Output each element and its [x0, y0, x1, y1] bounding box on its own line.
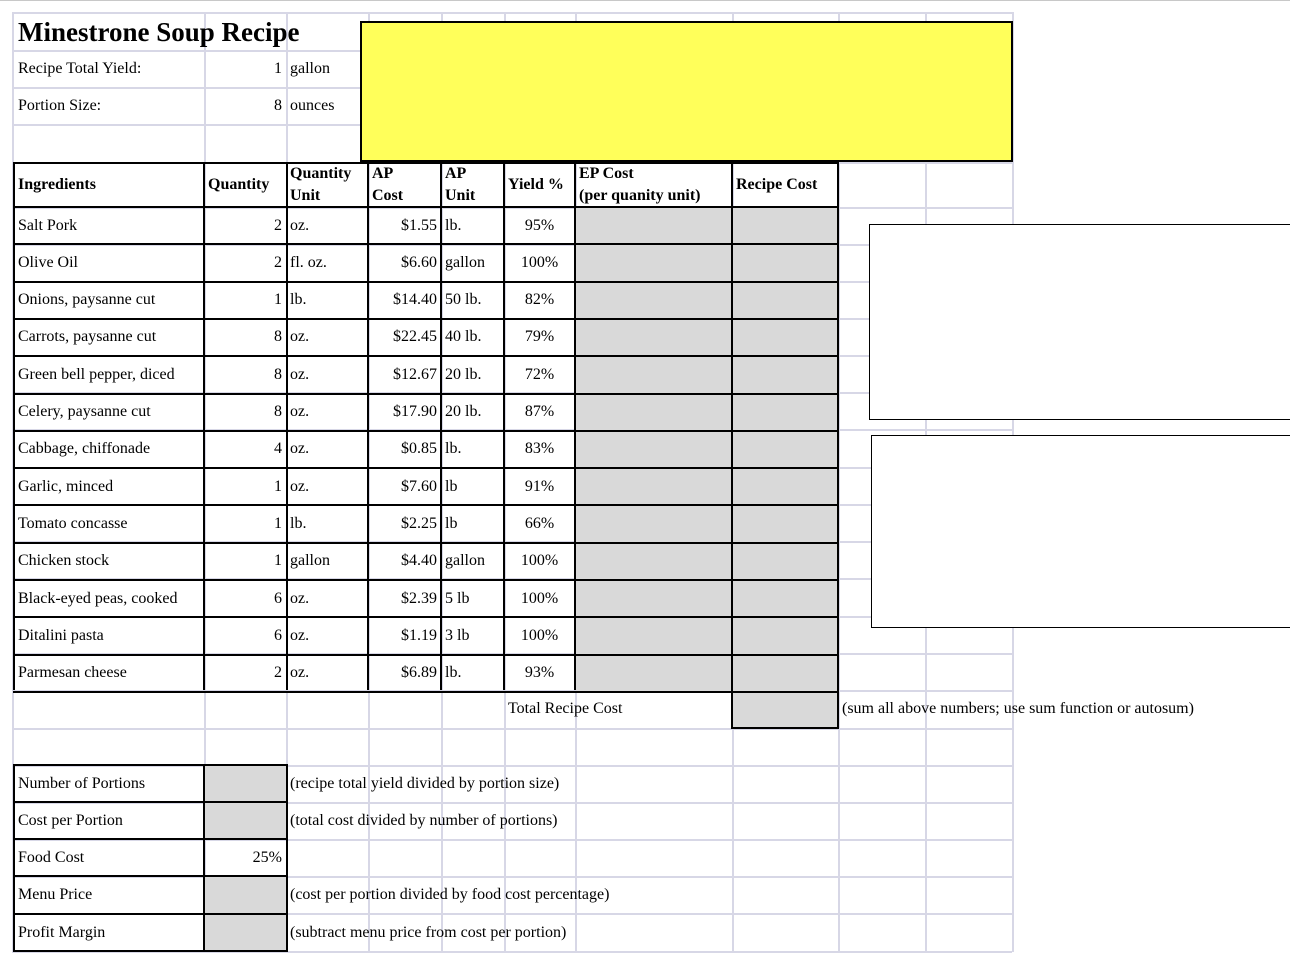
ep-cost-cell[interactable]	[576, 395, 731, 431]
border-line	[731, 163, 733, 728]
ep-cost-cell[interactable]	[576, 618, 731, 654]
ingredient-name[interactable]: Green bell pepper, diced	[18, 365, 175, 383]
ingredient-ap-unit[interactable]: lb	[445, 477, 458, 495]
ingredient-quantity-unit[interactable]: oz.	[290, 216, 310, 234]
ingredient-yield-percent[interactable]: 100%	[520, 552, 559, 570]
header-quantity-unit	[286, 163, 355, 207]
header-ep-cost	[575, 163, 705, 207]
ingredient-yield-percent[interactable]: 79%	[524, 328, 555, 346]
summary-value[interactable]: 25%	[252, 848, 282, 866]
ingredient-quantity-unit[interactable]: gallon	[290, 552, 330, 570]
ingredient-ap-unit[interactable]: 3 lb	[445, 626, 470, 644]
ingredient-yield-percent[interactable]: 83%	[524, 440, 555, 458]
ingredient-yield-percent[interactable]: 95%	[524, 216, 555, 234]
window-top-border	[0, 0, 1290, 1]
ep-cost-cell[interactable]	[576, 208, 731, 244]
header-ap-unit-line2: Unit	[445, 187, 476, 204]
ingredient-quantity-unit[interactable]: oz.	[290, 626, 310, 644]
ingredient-ap-cost[interactable]: $1.19	[401, 626, 437, 644]
header-quantity-unit-line2: Unit	[290, 187, 321, 204]
ingredient-ap-cost[interactable]: $7.60	[401, 477, 437, 495]
ingredient-ap-unit[interactable]: lb	[445, 514, 458, 532]
recipe-cost-cell[interactable]	[732, 432, 838, 468]
summary-note: (total cost divided by number of portions)	[290, 811, 558, 829]
ingredient-ap-unit[interactable]: 20 lb.	[445, 365, 482, 383]
summary-note: (subtract menu price from cost per portion)	[290, 923, 567, 941]
ingredient-quantity[interactable]: 1	[274, 291, 282, 309]
border-line	[13, 838, 288, 840]
ingredient-ap-unit[interactable]: 5 lb	[445, 589, 470, 607]
border-line	[286, 765, 288, 952]
header-ingredients: Ingredients	[18, 176, 96, 194]
ingredient-ap-cost[interactable]: $6.89	[401, 664, 437, 682]
ingredient-yield-percent[interactable]: 82%	[524, 291, 555, 309]
ingredient-ap-unit[interactable]: lb.	[445, 664, 462, 682]
summary-value-cell[interactable]	[205, 803, 286, 839]
ingredient-ap-cost[interactable]: $2.39	[401, 589, 437, 607]
ingredient-name[interactable]: Black-eyed peas, cooked	[18, 589, 178, 607]
border-line	[13, 913, 288, 915]
ep-cost-cell[interactable]	[576, 245, 731, 281]
border-line	[13, 542, 839, 544]
ingredient-quantity-unit[interactable]: lb.	[290, 514, 307, 532]
ingredient-ap-cost[interactable]: $22.45	[393, 328, 437, 346]
ingredient-ap-cost[interactable]: $6.60	[401, 253, 437, 271]
recipe-cost-cell[interactable]	[732, 245, 838, 281]
ingredient-name[interactable]: Carrots, paysanne cut	[18, 328, 157, 346]
ingredient-ap-cost[interactable]: $1.55	[401, 216, 437, 234]
total-recipe-cost-label: Total Recipe Cost	[508, 699, 623, 717]
recipe-cost-cell[interactable]	[732, 469, 838, 505]
ingredient-name[interactable]: Garlic, minced	[18, 477, 114, 495]
ingredient-quantity-unit[interactable]: oz.	[290, 664, 310, 682]
ingredient-yield-percent[interactable]: 100%	[520, 626, 559, 644]
yield-quantity[interactable]: 1	[274, 60, 282, 77]
ingredient-quantity-unit[interactable]: oz.	[290, 328, 310, 346]
border-line	[13, 764, 288, 766]
border-line	[13, 162, 839, 164]
ingredient-quantity-unit[interactable]: oz.	[290, 403, 310, 420]
ingredient-quantity[interactable]: 8	[274, 328, 282, 346]
ingredient-yield-percent[interactable]: 100%	[520, 589, 559, 607]
ingredient-ap-cost[interactable]: $4.40	[401, 552, 437, 570]
ingredient-quantity[interactable]: 1	[274, 552, 282, 570]
header-recipe-cost: Recipe Cost	[736, 176, 818, 194]
header-ap-cost-line1: AP	[372, 165, 394, 183]
recipe-cost-cell[interactable]	[732, 320, 838, 356]
highlight-box[interactable]	[360, 21, 1013, 162]
recipe-cost-cell[interactable]	[732, 357, 838, 393]
ep-cost-cell[interactable]	[576, 432, 731, 468]
ingredient-quantity-unit[interactable]: oz.	[290, 440, 310, 458]
summary-value-cell[interactable]	[205, 877, 286, 913]
text-box-2[interactable]	[871, 435, 1290, 628]
recipe-cost-cell[interactable]	[732, 581, 838, 617]
grid-row-line	[12, 728, 1012, 730]
summary-label: Number of Portions	[18, 774, 146, 792]
portion-label: Portion Size:	[18, 97, 102, 114]
ingredient-name[interactable]: Parmesan cheese	[18, 664, 127, 682]
border-line	[13, 355, 839, 357]
yield-label: Recipe Total Yield:	[18, 60, 142, 77]
ingredient-yield-percent[interactable]: 93%	[524, 664, 555, 682]
ingredient-quantity-unit[interactable]: oz.	[290, 589, 310, 607]
header-ap-cost-line2: Cost	[372, 187, 404, 204]
border-line	[13, 616, 839, 618]
ingredient-quantity[interactable]: 1	[274, 514, 282, 532]
ingredient-quantity-unit[interactable]: oz.	[290, 477, 310, 495]
header-ep-cost-line2: (per quanity unit)	[579, 187, 701, 204]
border-line	[837, 163, 839, 728]
ingredient-yield-percent[interactable]: 87%	[524, 403, 555, 420]
ingredient-ap-cost[interactable]: $14.40	[393, 291, 437, 309]
summary-label: Profit Margin	[18, 923, 106, 941]
total-recipe-cost-note: (sum all above numbers; use sum function or autosum)	[842, 699, 1194, 717]
ingredient-name[interactable]: Cabbage, chiffonade	[18, 440, 151, 458]
border-line	[13, 691, 839, 693]
ingredient-quantity[interactable]: 2	[274, 664, 282, 682]
ingredient-yield-percent[interactable]: 66%	[524, 514, 555, 532]
yield-unit[interactable]: gallon	[290, 60, 330, 77]
ingredient-name[interactable]: Celery, paysanne cut	[18, 403, 151, 420]
ingredient-yield-percent[interactable]: 100%	[520, 253, 559, 271]
ingredient-ap-cost[interactable]: $0.85	[401, 440, 437, 458]
border-line	[13, 579, 839, 581]
ingredient-quantity[interactable]: 6	[274, 626, 282, 644]
ingredient-quantity[interactable]: 2	[274, 216, 282, 234]
ingredient-quantity[interactable]: 8	[274, 403, 282, 420]
ingredient-name[interactable]: Olive Oil	[18, 253, 78, 271]
border-line	[13, 206, 839, 208]
sheet-title: Minestrone Soup Recipe	[18, 16, 300, 47]
recipe-cost-cell[interactable]	[732, 618, 838, 654]
portion-unit[interactable]: ounces	[290, 97, 335, 114]
ingredient-quantity[interactable]: 2	[274, 253, 282, 271]
border-line	[13, 467, 839, 469]
ingredient-quantity[interactable]: 1	[274, 477, 282, 495]
ep-cost-cell[interactable]	[576, 506, 731, 542]
border-line	[13, 875, 288, 877]
summary-note: (cost per portion divided by food cost percentage)	[290, 885, 610, 903]
ingredient-quantity[interactable]: 6	[274, 589, 282, 607]
summary-label: Cost per Portion	[18, 811, 123, 829]
header-quantity-unit-line1: Quantity	[290, 165, 352, 183]
ingredient-ap-unit[interactable]: gallon	[445, 552, 485, 570]
recipe-cost-cell[interactable]	[732, 656, 838, 692]
ep-cost-cell[interactable]	[576, 544, 731, 580]
header-ap-unit-line1: AP	[445, 165, 467, 183]
recipe-cost-cell[interactable]	[732, 544, 838, 580]
ingredient-name[interactable]: Salt Pork	[18, 216, 78, 234]
ingredient-ap-unit[interactable]: 20 lb.	[445, 403, 482, 420]
ingredient-name[interactable]: Onions, paysanne cut	[18, 291, 156, 309]
recipe-cost-cell[interactable]	[732, 208, 838, 244]
border-line	[13, 504, 839, 506]
summary-value-cell[interactable]	[205, 915, 286, 951]
border-line	[13, 430, 839, 432]
ep-cost-cell[interactable]	[576, 283, 731, 319]
header-ap-unit	[441, 163, 479, 207]
ep-cost-cell[interactable]	[576, 581, 731, 617]
ingredient-ap-unit[interactable]: 40 lb.	[445, 328, 482, 346]
ep-cost-cell[interactable]	[576, 320, 731, 356]
ingredient-ap-unit[interactable]: lb.	[445, 216, 462, 234]
ingredient-name[interactable]: Chicken stock	[18, 552, 110, 570]
header-quantity: Quantity	[208, 176, 270, 194]
summary-value-cell[interactable]	[205, 766, 286, 802]
ingredient-ap-unit[interactable]: 50 lb.	[445, 291, 482, 309]
summary-label: Menu Price	[18, 885, 93, 903]
border-line	[203, 765, 205, 952]
recipe-cost-cell[interactable]	[732, 506, 838, 542]
ingredient-yield-percent[interactable]: 72%	[524, 365, 555, 383]
border-line	[13, 765, 15, 952]
ingredient-quantity-unit[interactable]: oz.	[290, 365, 310, 383]
ep-cost-cell[interactable]	[576, 656, 731, 692]
ingredient-ap-cost[interactable]: $12.67	[393, 365, 437, 383]
ingredient-name[interactable]: Ditalini pasta	[18, 626, 104, 644]
text-box-1[interactable]	[869, 224, 1290, 420]
ingredient-ap-unit[interactable]: gallon	[445, 253, 485, 271]
total-recipe-cost-cell[interactable]	[732, 690, 838, 727]
border-line	[13, 318, 839, 320]
ingredient-ap-cost[interactable]: $17.90	[393, 403, 437, 420]
ingredient-quantity[interactable]: 4	[274, 440, 282, 458]
summary-note: (recipe total yield divided by portion size)	[290, 774, 560, 792]
recipe-cost-cell[interactable]	[732, 283, 838, 319]
ingredient-quantity-unit[interactable]: fl. oz.	[290, 253, 327, 271]
border-line	[13, 654, 839, 656]
border-line	[731, 727, 839, 729]
header-ep-cost-line1: EP Cost	[579, 165, 634, 183]
border-line	[13, 950, 288, 952]
ep-cost-cell[interactable]	[576, 469, 731, 505]
header-yield-percent: Yield %	[508, 176, 564, 194]
header-ap-cost	[368, 163, 407, 207]
ingredient-ap-cost[interactable]: $2.25	[401, 514, 437, 532]
border-line	[13, 393, 839, 395]
summary-label: Food Cost	[18, 848, 85, 866]
recipe-cost-cell[interactable]	[732, 395, 838, 431]
ep-cost-cell[interactable]	[576, 357, 731, 393]
border-line	[13, 801, 288, 803]
ingredient-quantity[interactable]: 8	[274, 365, 282, 383]
ingredient-quantity-unit[interactable]: lb.	[290, 291, 307, 309]
border-line	[13, 243, 839, 245]
portion-quantity[interactable]: 8	[274, 97, 282, 114]
border-line	[13, 281, 839, 283]
ingredient-yield-percent[interactable]: 91%	[524, 477, 555, 495]
ingredient-name[interactable]: Tomato concasse	[18, 514, 128, 532]
ingredient-ap-unit[interactable]: lb.	[445, 440, 462, 458]
